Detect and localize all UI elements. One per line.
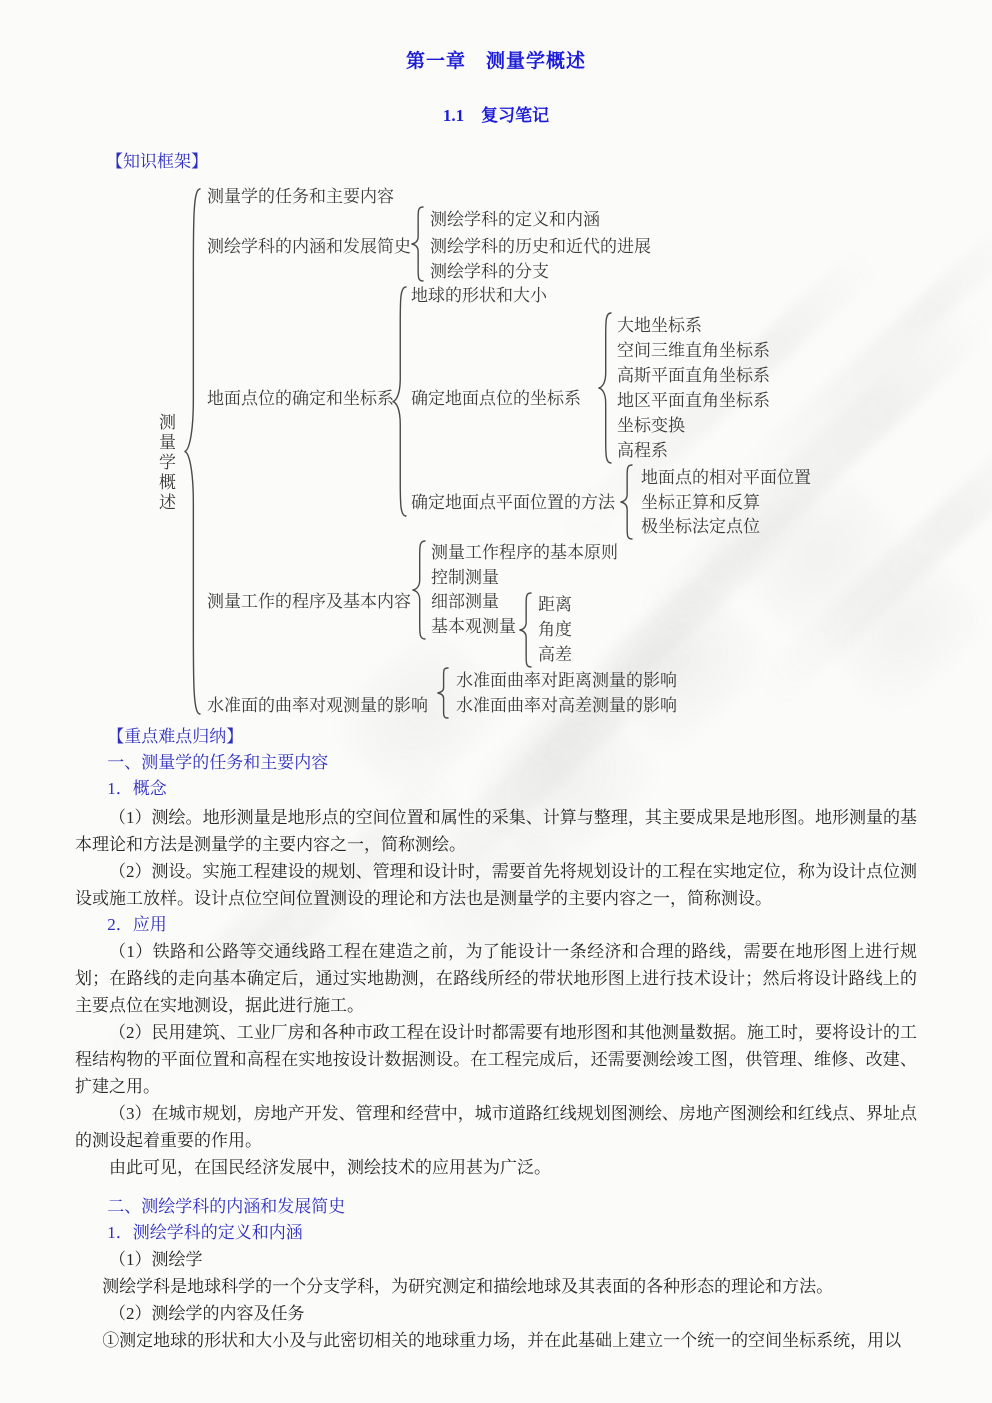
curly-brace: [392, 286, 407, 517]
paragraph: （2）测绘学的内容及任务: [109, 1304, 305, 1323]
curly-brace: [412, 540, 426, 640]
section2-sub1: 1．测绘学科的定义和内涵: [107, 1223, 303, 1242]
paragraph: （1）测绘。地形测量是地形点的空间位置和属性的采集、计算与整理，其主要成果是地形图。地形测量的基本理论和方法是测量学的主要内容之一，简称测绘。: [75, 808, 917, 854]
watermark-blob: [816, 542, 992, 718]
framework-node: 高斯平面直角坐标系: [617, 366, 770, 385]
framework-node: 控制测量: [431, 568, 499, 587]
curly-brace: [411, 206, 424, 282]
framework-node: 测量学的任务和主要内容: [207, 187, 394, 206]
watermark-blob: [724, 460, 916, 650]
paragraph: 测绘学科是地球科学的一个分支学科，为研究测定和描绘地球及其表面的各种形态的理论和方法。: [102, 1277, 834, 1296]
section1-sub1: 1．概念: [107, 779, 167, 798]
framework-node: 地区平面直角坐标系: [617, 391, 770, 410]
framework-node: 确定地面点位的坐标系: [411, 389, 581, 408]
framework-node: 测绘学科的定义和内涵: [430, 210, 600, 229]
curly-brace: [598, 312, 612, 464]
paragraph: （2）民用建筑、工业厂房和各种市政工程在设计时都需要有地形图和其他测量数据。施工时，要将设计的工程结构物的平面位置和高程在实地按设计数据测设。在工程完成后，还需要测绘竣工图，供管理、维修、改建、扩建之用。: [75, 1023, 917, 1096]
paragraph: （1）铁路和公路等交通线路工程在建造之前，为了能设计一条经济和合理的路线，需要在地形图上进行规划；在路线的走向基本确定后，通过实地勘测，在路线所经的带状地形图上进行技术设计；然后将设计路线上的主要点位在实地测设，据此进行施工。: [75, 942, 917, 1015]
curly-brace: [437, 667, 449, 719]
section1-sub2: 2．应用: [107, 915, 167, 934]
framework-node: 确定地面点平面位置的方法: [411, 493, 615, 512]
framework-node: 地球的形状和大小: [411, 286, 547, 305]
framework-node: 距离: [538, 595, 572, 614]
framework-node: 高程系: [617, 441, 668, 460]
framework-node: 水准面的曲率对观测量的影响: [207, 696, 428, 715]
curly-brace: [620, 464, 633, 540]
section1-title: 一、测量学的任务和主要内容: [107, 753, 329, 772]
chapter-title: 第一章 测量学概述: [405, 51, 586, 72]
framework-node: 坐标变换: [617, 416, 685, 435]
framework-node: 测量工作的程序及基本内容: [207, 592, 411, 611]
framework-node: 基本观测量: [431, 617, 516, 636]
framework-node: 测绘学科的分支: [430, 262, 549, 281]
paragraph: （2）测设。实施工程建设的规划、管理和设计时，需要首先将规划设计的工程在实地定位，称为设计点位测设或施工放样。设计点位空间位置测设的理论和方法也是测量学的主要内容之一，简称测设。: [75, 862, 917, 908]
paragraph: （1）测绘学: [109, 1250, 203, 1269]
framework-node: 地面点的相对平面位置: [641, 468, 811, 487]
framework-node: 水准面曲率对距离测量的影响: [456, 671, 677, 690]
framework-node: 测绘学科的内涵和发展简史: [207, 237, 411, 256]
framework-node: 测绘学科的历史和近代的进展: [430, 237, 651, 256]
framework-node: 坐标正算和反算: [641, 493, 760, 512]
notes-heading: 【重点难点归纳】: [107, 727, 244, 746]
curly-brace-root: [184, 188, 201, 715]
framework-node: 空间三维直角坐标系: [617, 341, 770, 360]
framework-node: 地面点位的确定和坐标系: [207, 389, 394, 408]
framework-node: 大地坐标系: [617, 316, 702, 335]
framework-root-label: 测量学概述: [156, 413, 175, 513]
framework-node: 测量工作程序的基本原则: [431, 543, 618, 562]
framework-node: 水准面曲率对高差测量的影响: [456, 696, 677, 715]
paragraph: ①测定地球的形状和大小及与此密切相关的地球重力场，并在此基础上建立一个统一的空间坐标系统，用以: [102, 1331, 902, 1350]
paragraph: 由此可见，在国民经济发展中，测绘技术的应用甚为广泛。: [109, 1158, 551, 1177]
section2-title: 二、测绘学科的内涵和发展简史: [107, 1197, 346, 1216]
framework-node: 角度: [538, 620, 572, 639]
framework-node: 细部测量: [431, 592, 499, 611]
framework-node: 高差: [538, 645, 572, 664]
notes-section: [75, 724, 917, 1354]
framework-node: 极坐标法定点位: [641, 517, 760, 536]
section-title: 1.1 复习笔记: [442, 106, 550, 125]
paragraph: （3）在城市规划，房地产开发、管理和经营中，城市道路红线规划图测绘、房地产图测绘和红线点、界址点的测设起着重要的作用。: [75, 1104, 917, 1150]
framework-heading: 【知识框架】: [106, 152, 208, 171]
curly-brace: [519, 592, 532, 668]
